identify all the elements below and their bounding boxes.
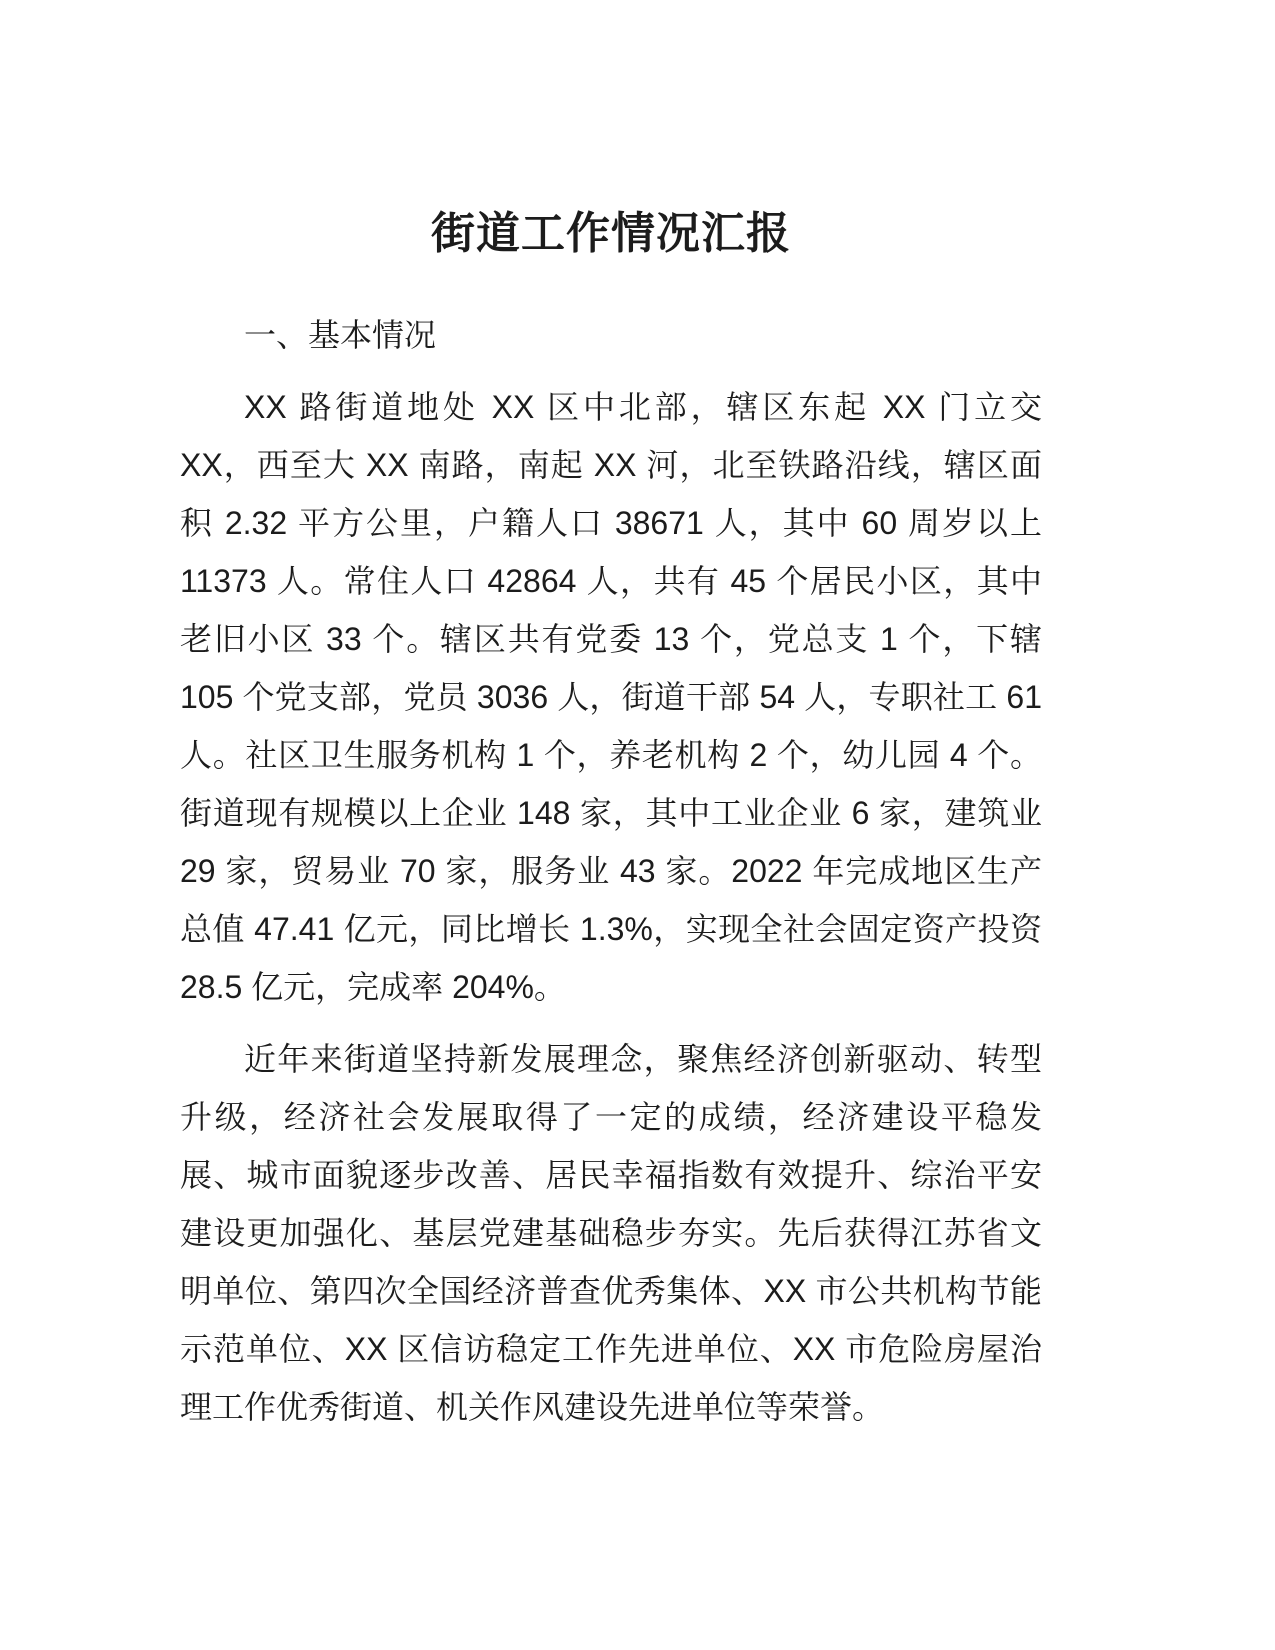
paragraph-overview: XX 路街道地处 XX 区中北部，辖区东起 XX 门立交 XX，西至大 XX 南路，南起 XX 河，北至铁路沿线，辖区面积 2.32 平方公里，户籍人口 38671 人，其中 60 周岁以上 11373 人。常住人口 42864 人，共有 45 个居民小区，其中老旧小区 33 个。辖区共有党委 13 个，党总支 1 个，下辖 105 个党支部，党员 3036 人，街道干部 54 人，专职社工 61 人。社区卫生服务机构 1 个，养老机构 2 个，幼儿园 4 个。街道现有规模以上企业 148 家，其中工业企业 6 家，建筑业 29 家，贸易业 70 家，服务业 43 家。2022 年完成地区生产总值 47.41 亿元，同比增长 1.3%，实现全社会固定资产投资 28.5 亿元，完成率 204%。 <box>180 389 1042 1006</box>
section-heading-basic-situation: 一、基本情况 <box>244 317 437 354</box>
paragraph-achievements: 近年来街道坚持新发展理念，聚焦经济创新驱动、转型升级，经济社会发展取得了一定的成绩，经济建设平稳发展、城市面貌逐步改善、居民幸福指数有效提升、综治平安建设更加强化、基层党建基础稳步夯实。先后获得江苏省文明单位、第四次全国经济普查优秀集体、XX 市公共机构节能示范单位、XX 区信访稳定工作先进单位、XX 市危险房屋治理工作优秀街道、机关作风建设先进单位等荣誉。 <box>180 1041 1042 1426</box>
document-title: 街道工作情况汇报 <box>431 209 791 258</box>
